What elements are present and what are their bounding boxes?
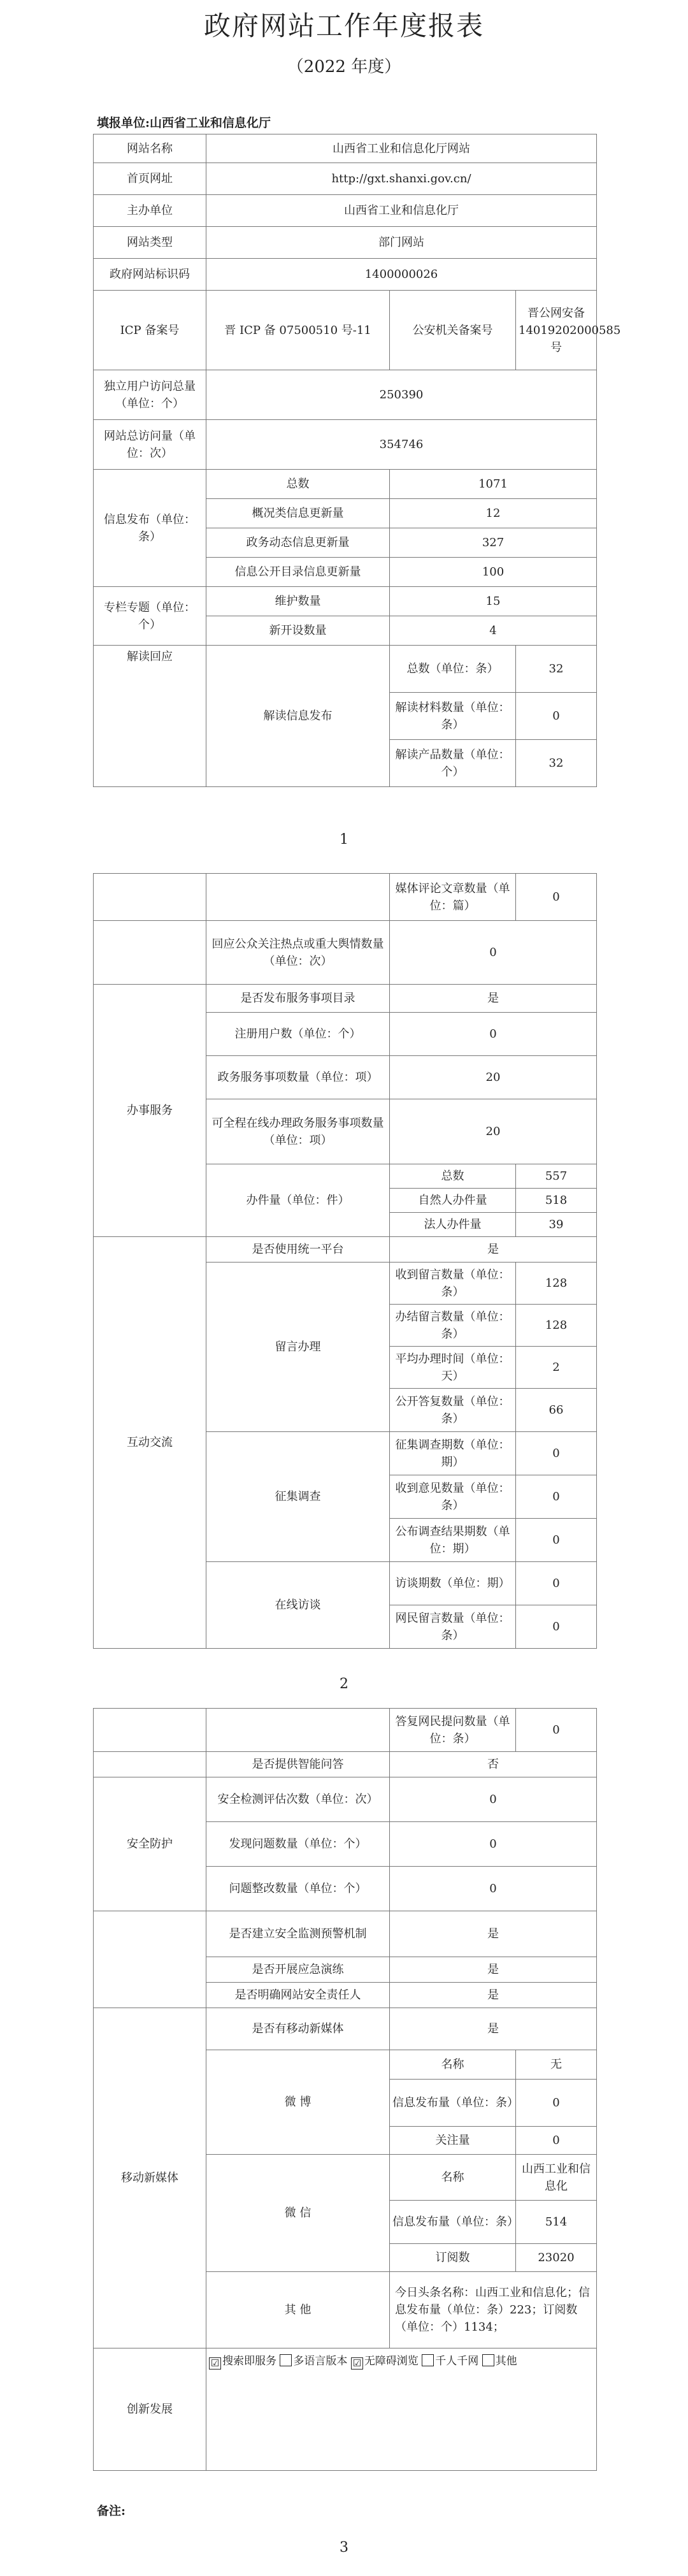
users-label: 注册用户数（单位：个）	[206, 1013, 390, 1056]
survey-label: 征集调查	[206, 1432, 390, 1562]
smart-label: 是否提供智能问答	[206, 1752, 390, 1777]
fixed-value: 0	[390, 1867, 597, 1911]
new-columns-value: 4	[390, 616, 597, 646]
opinions-value: 0	[516, 1475, 597, 1519]
page-number-2: 2	[340, 1676, 348, 1692]
visitors-label: 独立用户访问总量（单位：个）	[94, 370, 206, 420]
avg-label: 平均办理时间（单位：天）	[390, 1347, 516, 1389]
host-label: 主办单位	[94, 195, 206, 227]
owner-label: 是否明确网站安全责任人	[206, 1983, 390, 2008]
report-title: 政府网站工作年度报表	[203, 10, 484, 41]
answers-label: 答复网民提问数量（单位：条）	[390, 1709, 516, 1752]
material-value: 0	[516, 693, 597, 740]
interpret-total-value: 32	[516, 646, 597, 693]
service-catalog-value: 是	[390, 985, 597, 1013]
site-id-value: 1400000026	[206, 259, 597, 291]
remarks-label: 备注:	[97, 2504, 126, 2518]
catalog-value: 100	[390, 558, 597, 587]
done-value: 128	[516, 1305, 597, 1347]
site-name-label: 网站名称	[94, 134, 206, 163]
message-label: 留言办理	[206, 1263, 390, 1432]
weibo-name-value: 无	[516, 2050, 597, 2080]
interpret-label: 解读回应	[94, 646, 206, 787]
info-publish-label: 信息发布（单位：条）	[94, 470, 206, 587]
info-total-label: 总数	[206, 470, 390, 499]
wechat-name-value: 山西工业和信息化	[516, 2155, 597, 2201]
interpret-cont-blank2	[206, 874, 390, 921]
questions-value: 0	[516, 1605, 597, 1649]
site-id-label: 政府网站标识码	[94, 259, 206, 291]
owner-value: 是	[390, 1983, 597, 2008]
news-label: 政务动态信息更新量	[206, 528, 390, 558]
natural-label: 自然人办件量	[390, 1189, 516, 1213]
police-value: 晋公网安备 14019202000585 号	[516, 291, 597, 370]
weibo-name-label: 名称	[390, 2050, 516, 2080]
maintain-value: 15	[390, 587, 597, 616]
wechat-posts-value: 514	[516, 2201, 597, 2244]
overview-value: 12	[390, 499, 597, 528]
interpret-cont-blank3	[94, 921, 206, 985]
monitor-value: 是	[390, 1911, 597, 1957]
interaction-cont-blank3	[94, 1752, 206, 1777]
mobile-has-label: 是否有移动新媒体	[206, 2008, 390, 2050]
option-search-service[interactable]: ☑ 搜索即服务	[209, 2355, 276, 2368]
handled-total-value: 557	[516, 1164, 597, 1189]
service-items-label: 政务服务事项数量（单位：项）	[206, 1056, 390, 1099]
wechat-label: 微 信	[206, 2155, 390, 2272]
product-label: 解读产品数量（单位：个）	[390, 740, 516, 787]
checkbox-icon[interactable]: ☑	[351, 2357, 363, 2370]
other-media-text: 今日头条名称：山西工业和信息化；信息发布量（单位：条）223；订阅数（单位：个）1134；	[390, 2272, 597, 2348]
interaction-cont-blank	[94, 1709, 206, 1752]
hotspot-label: 回应公众关注热点或重大舆情数量（单位：次）	[206, 921, 390, 985]
received-value: 128	[516, 1263, 597, 1305]
report-table-page-1	[93, 134, 621, 787]
tests-value: 0	[390, 1777, 597, 1822]
checkbox-icon[interactable]	[422, 2354, 434, 2366]
survey-count-label: 征集调查期数（单位：期）	[390, 1432, 516, 1475]
tests-label: 安全检测评估次数（单位：次）	[206, 1777, 390, 1822]
found-value: 0	[390, 1822, 597, 1867]
info-total-value: 1071	[390, 470, 597, 499]
option-personalized[interactable]: 千人千网	[422, 2355, 478, 2368]
report-table-page-2	[93, 873, 597, 1649]
checkbox-icon[interactable]: ☑	[209, 2357, 221, 2370]
maintain-label: 维护数量	[206, 587, 390, 616]
option-other[interactable]: 其他	[482, 2355, 517, 2368]
services-label: 办事服务	[94, 985, 206, 1237]
media-label: 媒体评论文章数量（单位：篇）	[390, 874, 516, 921]
report-table-page-3	[93, 1708, 597, 2471]
natural-value: 518	[516, 1189, 597, 1213]
handled-label: 办件量（单位：件）	[206, 1164, 390, 1237]
public-label: 公开答复数量（单位：条）	[390, 1389, 516, 1432]
service-items-value: 20	[390, 1056, 597, 1099]
online-items-value: 20	[390, 1099, 597, 1164]
visits-label: 网站总访问量（单位：次）	[94, 420, 206, 470]
host-value: 山西省工业和信息化厅	[206, 195, 597, 227]
catalog-label: 信息公开目录信息更新量	[206, 558, 390, 587]
site-name-value: 山西省工业和信息化厅网站	[206, 134, 597, 163]
columns-label: 专栏专题（单位：个）	[94, 587, 206, 646]
site-type-label: 网站类型	[94, 227, 206, 259]
weibo-label: 微 博	[206, 2050, 390, 2155]
product-value: 32	[516, 740, 597, 787]
results-label: 公布调查结果期数（单位：期）	[390, 1519, 516, 1562]
security-label: 安全防护	[94, 1777, 206, 1911]
icp-label: ICP 备案号	[94, 291, 206, 370]
wechat-name-label: 名称	[390, 2155, 516, 2201]
platform-value: 是	[390, 1237, 597, 1263]
service-catalog-label: 是否发布服务事项目录	[206, 985, 390, 1013]
wechat-subs-label: 订阅数	[390, 2244, 516, 2272]
received-label: 收到留言数量（单位：条）	[390, 1263, 516, 1305]
overview-label: 概况类信息更新量	[206, 499, 390, 528]
option-accessibility[interactable]: ☑ 无障碍浏览	[351, 2355, 419, 2368]
interview-count-value: 0	[516, 1562, 597, 1605]
drill-label: 是否开展应急演练	[206, 1957, 390, 1983]
checkbox-icon[interactable]	[280, 2354, 292, 2366]
weibo-posts-label: 信息发布量（单位：条）	[390, 2080, 516, 2127]
handled-total-label: 总数	[390, 1164, 516, 1189]
opinions-label: 收到意见数量（单位：条）	[390, 1475, 516, 1519]
done-label: 办结留言数量（单位：条）	[390, 1305, 516, 1347]
interaction-label: 互动交流	[94, 1237, 206, 1649]
home-url-link[interactable]: http://gxt.shanxi.gov.cn/	[206, 163, 597, 195]
legal-label: 法人办件量	[390, 1213, 516, 1237]
public-value: 66	[516, 1389, 597, 1432]
interpret-total-label: 总数（单位：条）	[390, 646, 516, 693]
found-label: 发现问题数量（单位：个）	[206, 1822, 390, 1867]
survey-count-value: 0	[516, 1432, 597, 1475]
page-number-1: 1	[340, 832, 348, 848]
avg-value: 2	[516, 1347, 597, 1389]
platform-label: 是否使用统一平台	[206, 1237, 390, 1263]
weibo-follow-value: 0	[516, 2127, 597, 2155]
legal-value: 39	[516, 1213, 597, 1237]
hotspot-value: 0	[390, 921, 597, 985]
answers-value: 0	[516, 1709, 597, 1752]
security-cont-blank	[94, 1911, 206, 2008]
monitor-label: 是否建立安全监测预警机制	[206, 1911, 390, 1957]
drill-value: 是	[390, 1957, 597, 1983]
media-value: 0	[516, 874, 597, 921]
news-value: 327	[390, 528, 597, 558]
fixed-label: 问题整改数量（单位：个）	[206, 1867, 390, 1911]
weibo-follow-label: 关注量	[390, 2127, 516, 2155]
questions-label: 网民留言数量（单位：条）	[390, 1605, 516, 1649]
interview-label: 在线访谈	[206, 1562, 390, 1649]
police-label: 公安机关备案号	[390, 291, 516, 370]
icp-value: 晋 ICP 备 07500510 号-11	[206, 291, 390, 370]
wechat-subs-value: 23020	[516, 2244, 597, 2272]
weibo-posts-value: 0	[516, 2080, 597, 2127]
wechat-posts-label: 信息发布量（单位：条）	[390, 2201, 516, 2244]
new-columns-label: 新开设数量	[206, 616, 390, 646]
material-label: 解读材料数量（单位：条）	[390, 693, 516, 740]
smart-value: 否	[390, 1752, 597, 1777]
results-value: 0	[516, 1519, 597, 1562]
other-media-label: 其 他	[206, 2272, 390, 2348]
users-value: 0	[390, 1013, 597, 1056]
home-url-label: 首页网址	[94, 163, 206, 195]
innovation-label: 创新发展	[94, 2348, 206, 2471]
online-items-label: 可全程在线办理政务服务事项数量（单位：项）	[206, 1099, 390, 1164]
mobile-has-value: 是	[390, 2008, 597, 2050]
innovation-options	[206, 2348, 597, 2471]
interaction-cont-blank2	[206, 1709, 390, 1752]
visits-value: 354746	[206, 420, 597, 470]
checkbox-icon[interactable]	[482, 2354, 494, 2366]
site-type-value: 部门网站	[206, 227, 597, 259]
option-multilingual[interactable]: 多语言版本	[280, 2355, 347, 2368]
page-number-3: 3	[340, 2540, 348, 2556]
reporting-unit: 填报单位:山西省工业和信息化厅	[97, 116, 271, 130]
interpret-cont-blank	[94, 874, 206, 921]
visitors-value: 250390	[206, 370, 597, 420]
interview-count-label: 访谈期数（单位：期）	[390, 1562, 516, 1605]
mobile-label: 移动新媒体	[94, 2008, 206, 2348]
interpret-publish-label: 解读信息发布	[206, 646, 390, 787]
report-year: （2022 年度）	[287, 57, 401, 76]
